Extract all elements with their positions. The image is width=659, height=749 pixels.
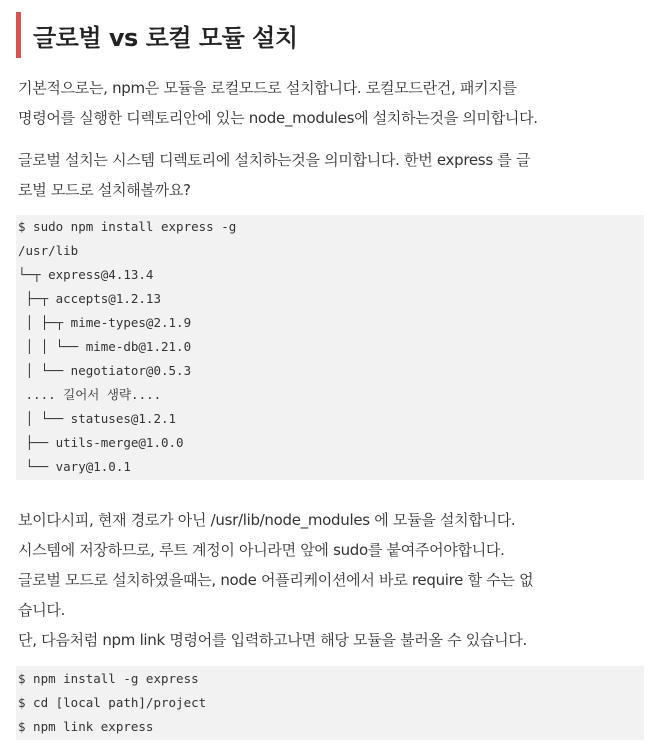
code-block-install-output (16, 215, 644, 480)
text-line: 보이다시피, 현재 경로가 아닌 /usr/lib/node_modules 에 모듈을 설치합니다. (18, 511, 516, 529)
code-block-npm-link (16, 666, 644, 740)
code-line: │ │ └── mime-db@1.21.0 (18, 339, 192, 354)
code-line: $ npm install -g express (18, 671, 199, 686)
text-line: 단, 다음처럼 npm link 명령어를 입력하고나면 해당 모듈을 불러올 수 있습니다. (18, 631, 528, 649)
code-line: └─┬ express@4.13.4 (18, 267, 154, 282)
code-line: │ └── statuses@1.2.1 (18, 411, 177, 426)
code-line: .... 길어서 생략.... (18, 387, 162, 402)
code-line: │ ├─┬ mime-types@2.1.9 (18, 315, 192, 330)
section-heading (16, 12, 298, 58)
text-line: 글로벌 설치는 시스템 디렉토리에 설치하는것을 의미합니다. 한번 express 를 글 (18, 151, 531, 169)
code-line: $ cd [local path]/project (18, 695, 207, 710)
global-install-paragraph (18, 145, 648, 205)
code-line: ├─┬ accepts@1.2.13 (18, 291, 161, 306)
text-line: 명령어를 실행한 디렉토리안에 있는 node_modules에 설치하는것을 의미합니다. (18, 109, 538, 127)
text-line: 글로벌 모드로 설치하였을때는, node 어플리케이션에서 바로 require 할 수는 없 (18, 571, 534, 589)
text-line: 로벌 모드로 설치해볼까요? (18, 181, 191, 199)
explanation-paragraph (18, 505, 648, 655)
text-line: 습니다. (18, 601, 66, 619)
intro-paragraph (18, 73, 648, 133)
code-line: ├── utils-merge@1.0.0 (18, 435, 184, 450)
text-line: 시스템에 저장하므로, 루트 계정이 아니라면 앞에 sudo를 붙여주어야합니다. (18, 541, 505, 559)
code-line: └── vary@1.0.1 (18, 459, 131, 474)
code-line: │ └── negotiator@0.5.3 (18, 363, 192, 378)
page-title: 글로벌 vs 로컬 모듈 설치 (33, 23, 298, 52)
code-line: $ npm link express (18, 719, 154, 734)
code-line: $ sudo npm install express -g (18, 219, 237, 234)
code-line: /usr/lib (18, 243, 79, 258)
text-line: 기본적으로는, npm은 모듈을 로컬모드로 설치합니다. 로컬모드란건, 패키지를 (18, 79, 517, 97)
